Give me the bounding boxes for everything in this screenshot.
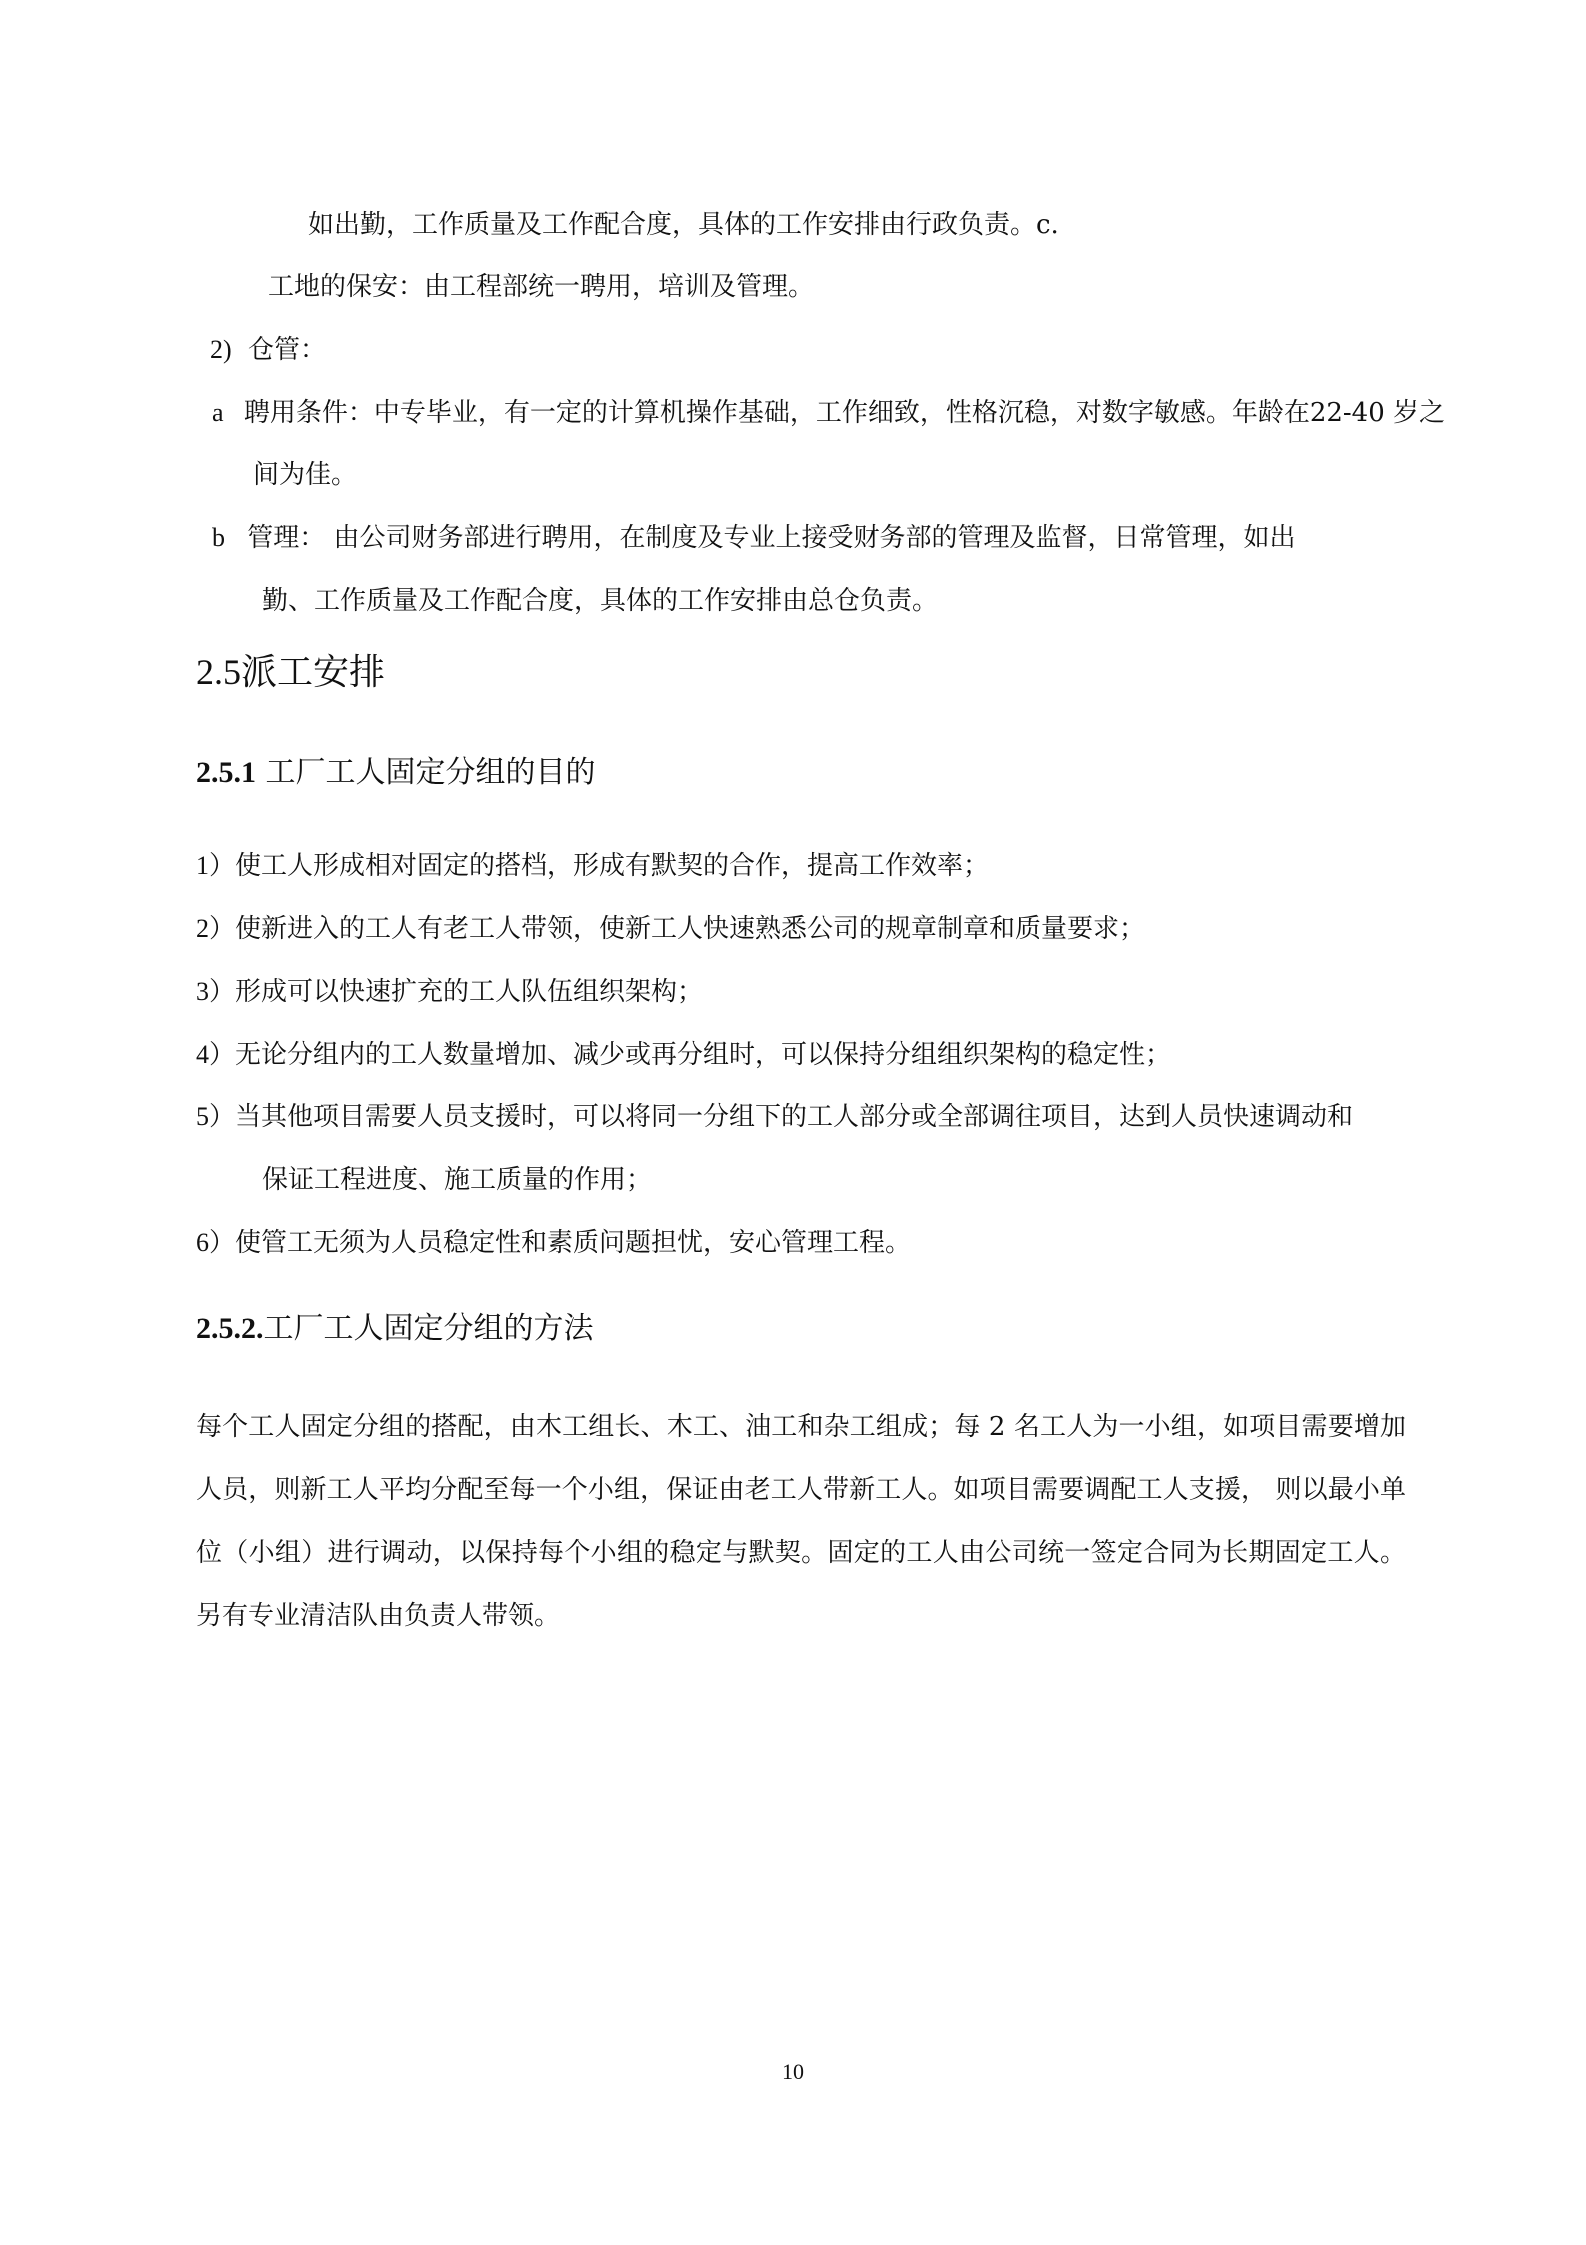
list-item-text: 管理： 由公司财务部进行聘用，在制度及专业上接受财务部的管理及监督，日常管理，如出 (247, 523, 1296, 553)
list-item-text: 聘用条件：中专毕业，有一定的计算机操作基础，工作细致，性格沉稳，对数字敏感。年龄在22-40 岁之 (243, 398, 1446, 428)
list-item-number: 5） (196, 1102, 236, 1131)
page-number: 10 (782, 2059, 804, 2084)
list-item-text: 使工人形成相对固定的搭档，形成有默契的合作，提高工作效率； (235, 851, 990, 881)
heading-number: 2.5.1 (196, 756, 256, 789)
list-item-text: 使管工无须为人员稳定性和素质问题担忧，安心管理工程。 (235, 1228, 912, 1258)
list-item-number: 3） (196, 977, 236, 1006)
heading-title: 工厂工人固定分组的方法 (263, 1311, 594, 1346)
list-item (196, 1226, 911, 1260)
list-item-text: 无论分组内的工人数量增加、减少或再分组时，可以保持分组组织架构的稳定性； (235, 1040, 1172, 1070)
heading-number: 2.5.2. (196, 1312, 264, 1345)
list-item-text: 保证工程进度、施工质量的作用； (262, 1165, 653, 1195)
text-line-5: 间为佳。 (253, 460, 358, 490)
list-item-number: 4） (196, 1040, 236, 1069)
list-item-text: 使新进入的工人有老工人带领，使新工人快速熟悉公司的规章制章和质量要求； (235, 914, 1146, 944)
list-item-number: 2） (196, 914, 236, 943)
heading-2-5-2 (196, 1310, 594, 1348)
heading-2-5-1 (196, 754, 596, 792)
list-item-letter: a (212, 398, 224, 427)
list-item-text: 形成可以快速扩充的工人队伍组织架构； (235, 977, 704, 1007)
list-item-warehouse (210, 333, 326, 367)
text-line-7: 勤、工作质量及工作配合度，具体的工作安排由总仓负责。 (262, 586, 939, 616)
list-item-letter: b (212, 523, 225, 552)
list-item-hiring-conditions (212, 396, 1445, 430)
list-item (196, 975, 703, 1009)
list-item-management (212, 521, 1296, 555)
list-item-continuation (262, 1163, 652, 1197)
text-line-1: 如出勤，工作质量及工作配合度，具体的工作安排由行政负责。c. (308, 210, 1059, 240)
list-item-number: 1） (196, 851, 236, 880)
heading-title: 派工安排 (241, 652, 386, 693)
heading-title: 工厂工人固定分组的目的 (265, 755, 596, 790)
list-item-number: 6） (196, 1228, 236, 1257)
list-item-text: 仓管： (247, 335, 326, 365)
list-item-text: 当其他项目需要人员支援时，可以将同一分组下的工人部分或全部调往项目，达到人员快速调动和 (235, 1102, 1354, 1132)
heading-2-5 (196, 650, 385, 695)
text-line-2: 工地的保安：由工程部统一聘用，培训及管理。 (268, 272, 815, 302)
heading-number: 2.5 (196, 652, 241, 692)
body-paragraph: 每个工人固定分组的搭配，由木工组长、木工、油工和杂工组成；每 2 名工人为一小组，如项目需要增加人员，则新工人平均分配至每一个小组，保证由老工人带新工人。如项目需要调配工人支援， 则以最小单位（小组）进行调动，以保持每个小组的稳定与默契。固定的工人由公司统一签定合同为长期固定工人。另有专业清洁队由负责人带领。 (196, 1412, 1406, 1631)
list-item (196, 1100, 1353, 1134)
list-item (196, 849, 989, 883)
list-item (196, 1038, 1171, 1072)
list-item-number: 2) (210, 335, 232, 364)
list-item (196, 912, 1145, 946)
